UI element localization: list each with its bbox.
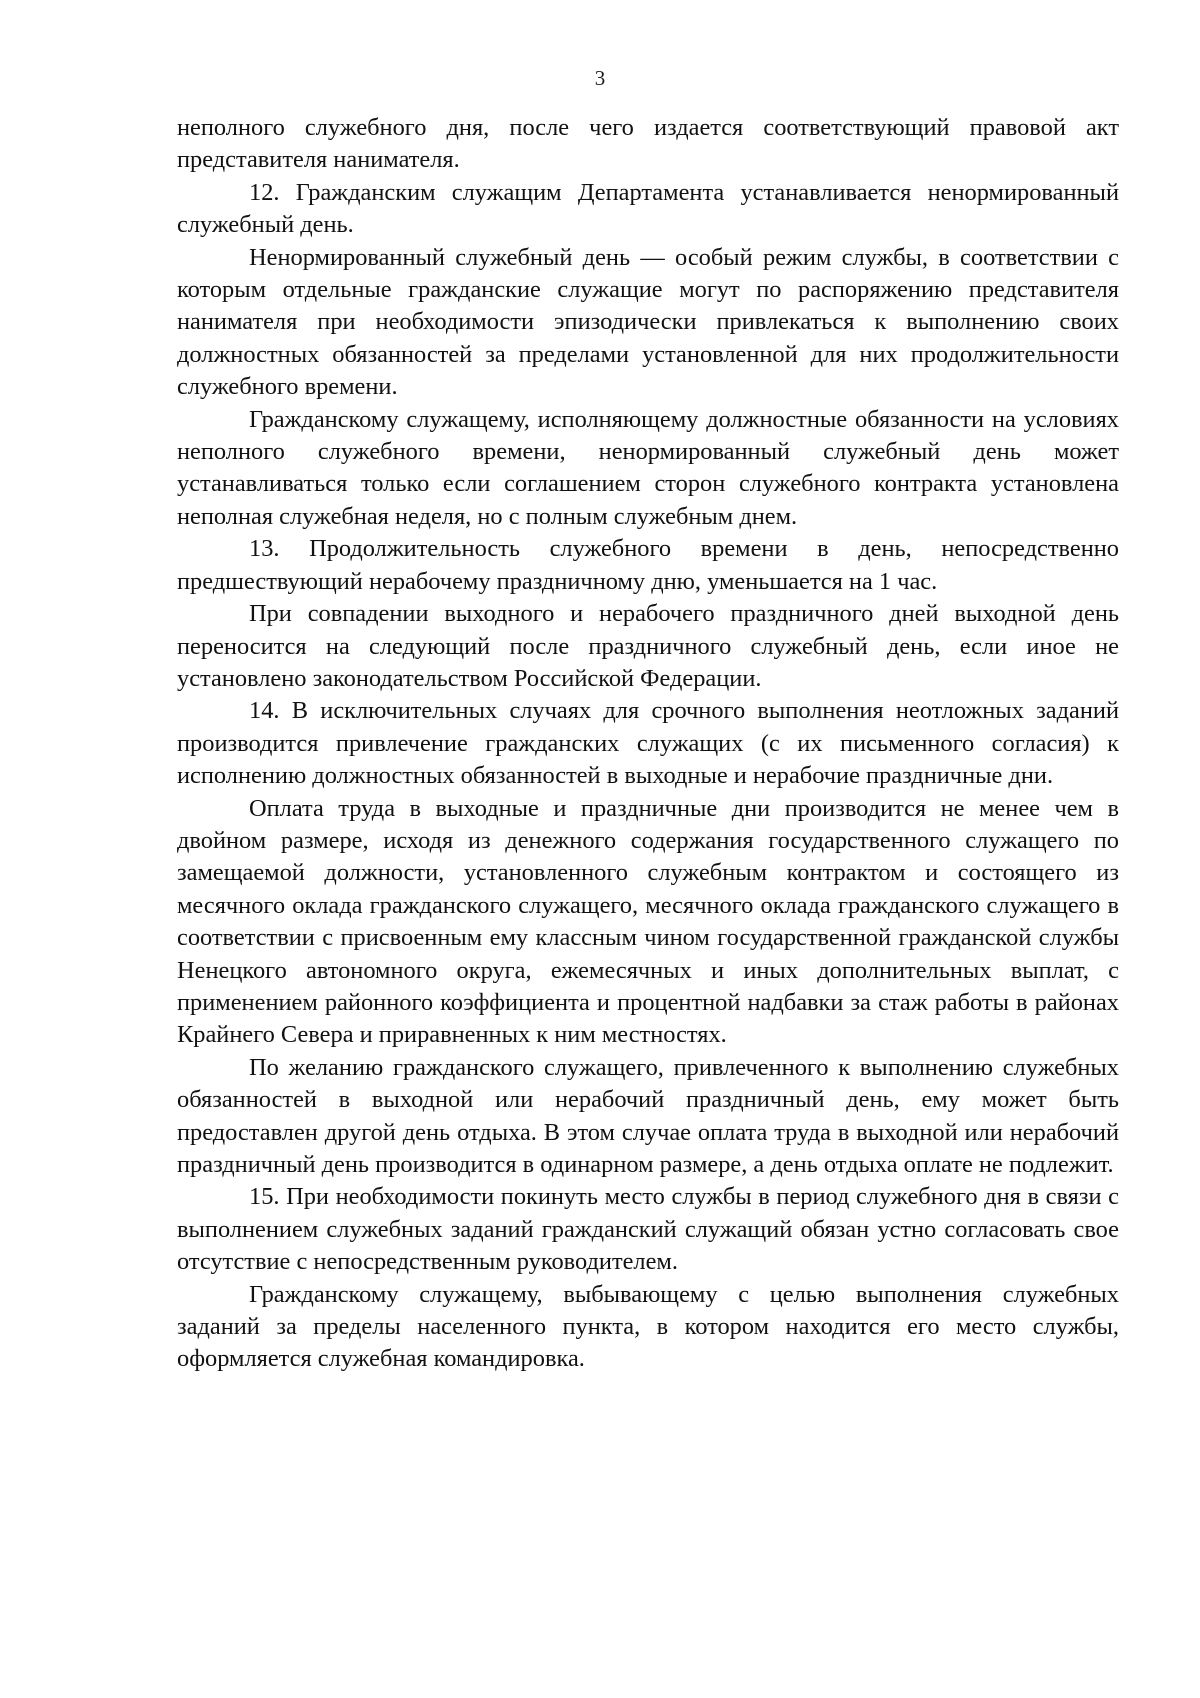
paragraph-holiday-transfer: При совпадении выходного и нерабочего праздничного дней выходной день переносится на следующий после праздничного служебный день, если иное не установлено законодательством Российской Федерации. (177, 600, 1119, 692)
paragraph-item-15: 15. При необходимости покинуть место службы в период служебного дня в связи с выполнением служебных заданий гражданский служащий обязан устно согласовать свое отсутствие с непосредственным руководителем. (177, 1183, 1119, 1276)
paragraph-item-12: 12. Гражданским служащим Департамента устанавливается ненормированный служебный день. (177, 178, 1119, 239)
page-number: 3 (594, 66, 606, 90)
paragraph-item-13: 13. Продолжительность служебного времени в день, непосредственно предшествующий нерабочему праздничному дню, уменьшается на 1 час. (177, 535, 1119, 595)
paragraph-business-trip: Гражданскому служащему, выбывающему с целью выполнения служебных заданий за пределы населенного пункта, в котором находится его место службы, оформляется служебная командировка. (177, 1280, 1119, 1373)
paragraph-item-14: 14. В исключительных случаях для срочного выполнения неотложных заданий производится привлечение гражданских служащих (с их письменного согласия) к исполнению должностных обязанностей в выходные и нерабочие праздничные дни. (177, 697, 1119, 790)
document-body (177, 112, 1119, 1376)
paragraph-continuation: неполного служебного дня, после чего издается соответствующий правовой акт представителя нанимателя. (177, 114, 1119, 174)
paragraph-holiday-pay: Оплата труда в выходные и праздничные дни производится не менее чем в двойном размере, исходя из денежного содержания государственного служащего по замещаемой должности, установленного служебным контрактом и состоящего из месячного оклада гражданского служащего, месячного оклада гражданского служащего в соответствии с присвоенным ему классным чином государственной гражданской службы Ненецкого автономного округа, ежемесячных и иных дополнительных выплат, с применением районного коэффициента и процентной надбавки за стаж работы в районах Крайнего Севера и приравненных к ним местностях. (177, 794, 1119, 1049)
paragraph-part-time-irregular-day: Гражданскому служащему, исполняющему должностные обязанности на условиях неполного служебного времени, ненормированный служебный день может устанавливаться только если соглашением сторон служебного контракта установлена неполная служебная неделя, но с полным служебным днем. (177, 405, 1119, 530)
paragraph-day-off-option: По желанию гражданского служащего, привлеченного к выполнению служебных обязанностей в выходной или нерабочий праздничный день, ему может быть предоставлен другой день отдыха. В этом случае оплата труда в выходной или нерабочий праздничный день производится в одинарном размере, а день отдыха оплате не подлежит. (177, 1053, 1119, 1178)
paragraph-irregular-day-definition: Ненормированный служебный день — особый режим службы, в соответствии с которым отдельные гражданские служащие могут по распоряжению представителя нанимателя при необходимости эпизодически привлекаться к выполнению своих должностных обязанностей за пределами установленной для них продолжительности служебного времени. (177, 243, 1119, 401)
